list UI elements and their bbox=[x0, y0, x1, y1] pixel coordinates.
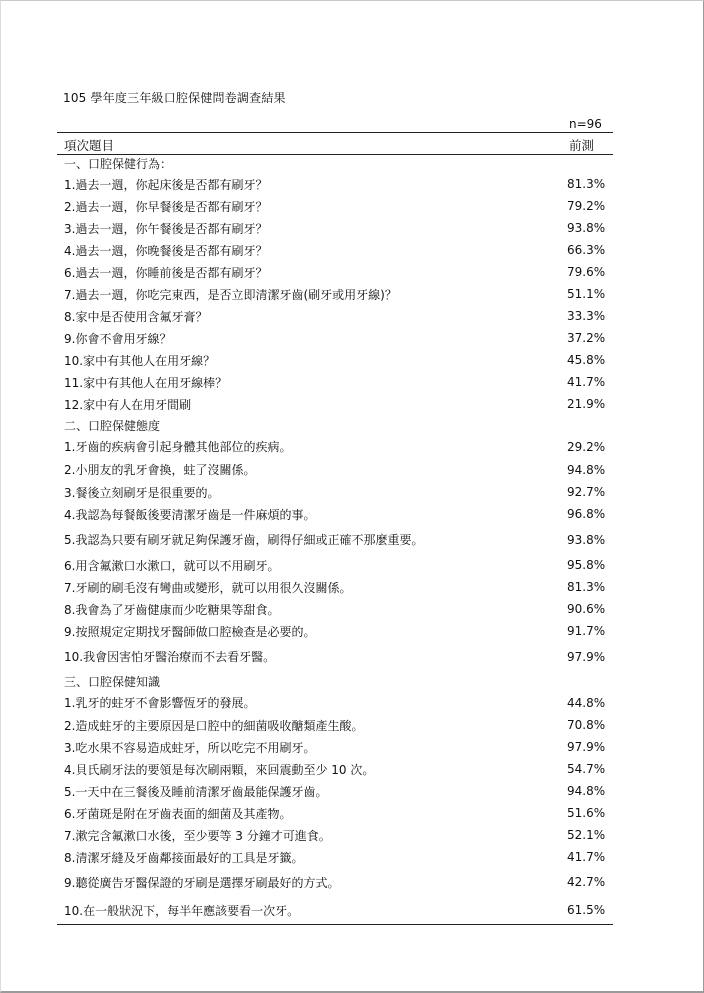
pretest-value: 51.6% bbox=[567, 806, 606, 820]
pretest-value: 37.2% bbox=[567, 331, 606, 345]
table-row bbox=[57, 642, 613, 671]
question-text: 10.家中有其他人在用牙線？ bbox=[64, 353, 216, 368]
pretest-value: 52.1% bbox=[567, 828, 606, 842]
question-text: 7.牙刷的刷毛沒有彎曲或變形，就可以用很久沒關係。 bbox=[64, 580, 352, 595]
pretest-value: 41.7% bbox=[567, 850, 606, 864]
header-question: 項次題目 bbox=[64, 138, 115, 153]
question-text: 2.過去一週，你早餐後是否都有刷牙？ bbox=[64, 199, 268, 214]
table-row bbox=[57, 868, 613, 896]
table-row bbox=[57, 173, 613, 195]
question-text: 6.過去一週，你睡前後是否都有刷牙？ bbox=[64, 265, 268, 280]
question-text: 7.漱完含氟漱口水後，至少要等 3 分鐘才可進食。 bbox=[64, 828, 331, 843]
pretest-value: 51.1% bbox=[567, 287, 606, 301]
pretest-value: 92.7% bbox=[567, 485, 606, 499]
table-row bbox=[57, 736, 613, 758]
question-text: 4.我認為每餐飯後要清潔牙齒是一件麻煩的事。 bbox=[64, 507, 316, 522]
pretest-value: 66.3% bbox=[567, 243, 606, 257]
pretest-value: 94.8% bbox=[567, 784, 606, 798]
table-header bbox=[57, 132, 613, 155]
question-text: 1.牙齒的疾病會引起身體其他部位的疾病。 bbox=[64, 440, 292, 454]
question-text: 5.一天中在三餐後及睡前清潔牙齒最能保護牙齒。 bbox=[64, 784, 328, 799]
question-text: 12.家中有人在用牙間刷 bbox=[64, 397, 192, 412]
question-text: 5.我認為只要有刷牙就足夠保護牙齒，刷得仔細或正確不那麼重要。 bbox=[64, 533, 424, 547]
pretest-value: 93.8% bbox=[567, 532, 606, 547]
pretest-value: 79.6% bbox=[567, 265, 606, 279]
table-row bbox=[57, 481, 613, 503]
table-row bbox=[57, 714, 613, 736]
question-text: 10.我會因害怕牙醫治療而不去看牙醫。 bbox=[64, 650, 276, 664]
question-text: 6.牙菌斑是附在牙齒表面的細菌及其產物。 bbox=[64, 806, 292, 821]
table-row bbox=[57, 435, 613, 458]
question-text: 3.吃水果不容易造成蛀牙，所以吃完不用刷牙。 bbox=[64, 740, 316, 755]
question-text: 3.餐後立刻刷牙是很重要的。 bbox=[64, 485, 220, 500]
table-row bbox=[57, 393, 613, 415]
table-row bbox=[57, 195, 613, 217]
table-row bbox=[57, 239, 613, 261]
pretest-value: 42.7% bbox=[567, 875, 606, 889]
table-row bbox=[57, 824, 613, 846]
table-row bbox=[57, 371, 613, 393]
pretest-value: 91.7% bbox=[567, 624, 606, 638]
section-heading-text: 三、口腔保健知識 bbox=[64, 674, 161, 689]
pretest-value: 33.3% bbox=[567, 309, 606, 323]
question-text: 1.過去一週，你起床後是否都有刷牙？ bbox=[64, 177, 268, 192]
pretest-value: 45.8% bbox=[567, 353, 606, 367]
table-row bbox=[57, 780, 613, 802]
pretest-value: 54.7% bbox=[567, 762, 606, 776]
question-text: 9.按照規定定期找牙醫師做口腔檢查是必要的。 bbox=[64, 624, 316, 639]
pretest-value: 96.8% bbox=[567, 507, 606, 521]
table-row bbox=[57, 576, 613, 598]
table-row bbox=[57, 305, 613, 327]
section-heading bbox=[57, 415, 613, 435]
pretest-value: 90.6% bbox=[567, 602, 606, 616]
pretest-value: 79.2% bbox=[567, 199, 606, 213]
table-row bbox=[57, 758, 613, 780]
pretest-value: 81.3% bbox=[567, 177, 606, 191]
question-text: 10.在一般狀況下，每半年應該要看一次牙。 bbox=[64, 903, 300, 918]
question-text: 8.清潔牙縫及牙齒鄰接面最好的工具是牙籤。 bbox=[64, 850, 304, 865]
question-text: 4.貝氏刷牙法的要領是每次刷兩顆，來回震動至少 10 次。 bbox=[64, 762, 375, 777]
pretest-value: 97.9% bbox=[567, 649, 606, 664]
question-text: 7.過去一週，你吃完東西，是否立即清潔牙齒(刷牙或用牙線)？ bbox=[64, 287, 397, 302]
section-heading bbox=[57, 671, 613, 691]
pretest-value: 21.9% bbox=[567, 397, 606, 411]
sample-size-label: n=96 bbox=[569, 117, 602, 131]
table-row bbox=[57, 503, 613, 525]
pretest-value: 81.3% bbox=[567, 580, 606, 594]
table-row bbox=[57, 261, 613, 283]
table-row bbox=[57, 283, 613, 305]
pretest-value: 95.8% bbox=[567, 558, 606, 572]
question-text: 2.造成蛀牙的主要原因是口腔中的細菌吸收醣類產生酸。 bbox=[64, 718, 364, 733]
question-text: 9.聽從廣告牙醫保證的牙刷是選擇牙刷最好的方式。 bbox=[64, 875, 340, 890]
question-text: 3.過去一週，你午餐後是否都有刷牙？ bbox=[64, 221, 268, 236]
section-heading-text: 一、口腔保健行為： bbox=[64, 156, 173, 171]
table-row bbox=[57, 620, 613, 642]
pretest-value: 61.5% bbox=[567, 903, 606, 917]
table-row bbox=[57, 896, 613, 924]
table-row bbox=[57, 846, 613, 868]
pretest-value: 94.8% bbox=[567, 462, 606, 477]
table-row bbox=[57, 598, 613, 620]
question-text: 11.家中有其他人在用牙線棒？ bbox=[64, 375, 228, 390]
pretest-value: 70.8% bbox=[567, 718, 606, 732]
question-text: 1.乳牙的蛀牙不會影響恆牙的發展。 bbox=[64, 696, 256, 710]
question-text: 8.家中是否使用含氟牙膏？ bbox=[64, 309, 208, 324]
question-text: 6.用含氟漱口水漱口，就可以不用刷牙。 bbox=[64, 558, 280, 573]
table-row bbox=[57, 458, 613, 481]
table-row bbox=[57, 217, 613, 239]
pretest-value: 29.2% bbox=[567, 439, 606, 454]
table-row bbox=[57, 554, 613, 576]
survey-table bbox=[57, 153, 613, 925]
question-text: 2.小朋友的乳牙會換，蛀了沒關係。 bbox=[64, 463, 256, 477]
question-text: 4.過去一週，你晚餐後是否都有刷牙？ bbox=[64, 243, 268, 258]
pretest-value: 44.8% bbox=[567, 695, 606, 710]
table-row bbox=[57, 802, 613, 824]
pretest-value: 41.7% bbox=[567, 375, 606, 389]
document-title: 105 學年度三年級口腔保健問卷調查結果 bbox=[63, 91, 286, 105]
table-row bbox=[57, 525, 613, 554]
section-heading bbox=[57, 153, 613, 173]
pretest-value: 93.8% bbox=[567, 221, 606, 235]
table-row bbox=[57, 691, 613, 714]
section-heading-text: 二、口腔保健態度 bbox=[64, 418, 161, 433]
table-row bbox=[57, 327, 613, 349]
header-pretest: 前測 bbox=[569, 138, 595, 153]
question-text: 9.你會不會用牙線？ bbox=[64, 331, 172, 346]
pretest-value: 97.9% bbox=[567, 740, 606, 754]
question-text: 8.我會為了牙齒健康而少吃糖果等甜食。 bbox=[64, 602, 280, 617]
table-row bbox=[57, 349, 613, 371]
